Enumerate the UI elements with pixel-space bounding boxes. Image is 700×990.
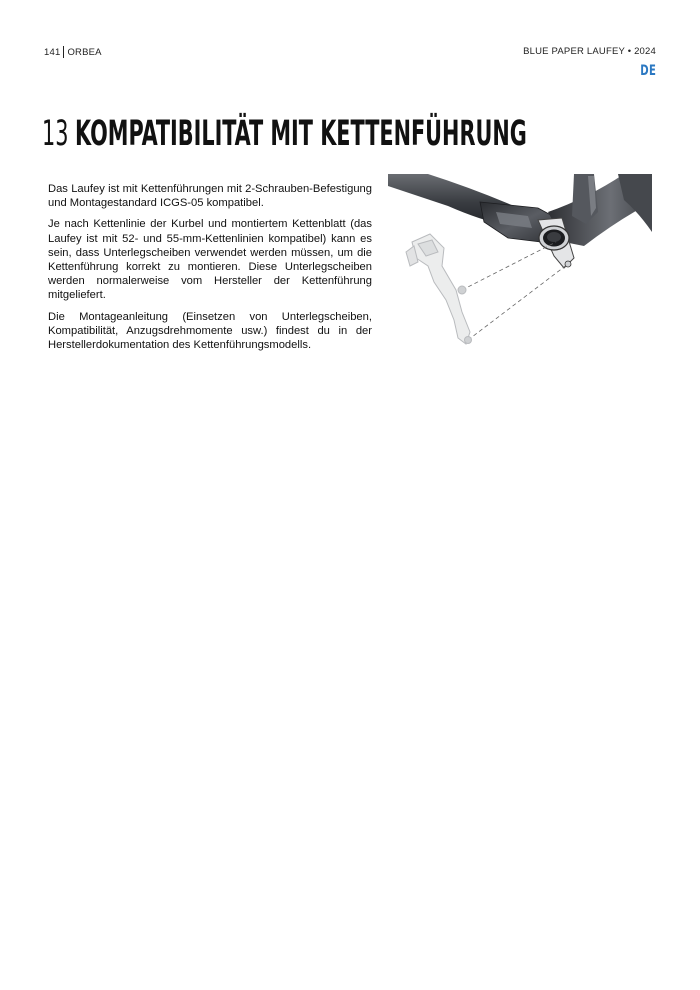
body-text bbox=[48, 182, 372, 359]
paragraph: Je nach Kettenlinie der Kurbel und montiertem Kettenblatt (das Laufey ist mit 52- und 55-mm-Kettenlinien kompatibel) kann es sein, dass Unterlegscheiben verwendet werden müssen, um die Kettenführung korrekt zu montieren. Diese Unterlegscheiben werden normalerweise vom Hersteller der Kettenführung mitgeliefert. bbox=[48, 218, 372, 302]
header-left bbox=[44, 46, 102, 58]
chain-guide-part bbox=[406, 234, 472, 344]
header-divider bbox=[63, 46, 64, 58]
bike-frame-chain-guide-illustration bbox=[388, 172, 652, 362]
section-heading bbox=[42, 112, 527, 156]
section-title: KOMPATIBILITÄT MIT KETTENFÜHRUNG bbox=[75, 114, 527, 154]
brand-name: ORBEA bbox=[67, 46, 102, 58]
page-number: 141 bbox=[44, 46, 61, 58]
paragraph: Die Montageanleitung (Einsetzen von Unterlegscheiben, Kompatibilität, Anzugsdrehmomente usw.) findest du in der Herstellerdokumentation des Kettenführungsmodells. bbox=[48, 310, 372, 352]
mounting-guide-lines bbox=[462, 242, 568, 340]
document-title: BLUE PAPER LAUFEY • 2024 bbox=[523, 46, 656, 57]
paragraph: Das Laufey ist mit Kettenführungen mit 2-Schrauben-Befestigung und Montagestandard ICGS-05 kompatibel. bbox=[48, 183, 372, 210]
section-number: 13 bbox=[42, 114, 69, 154]
language-tag: DE bbox=[640, 63, 656, 79]
